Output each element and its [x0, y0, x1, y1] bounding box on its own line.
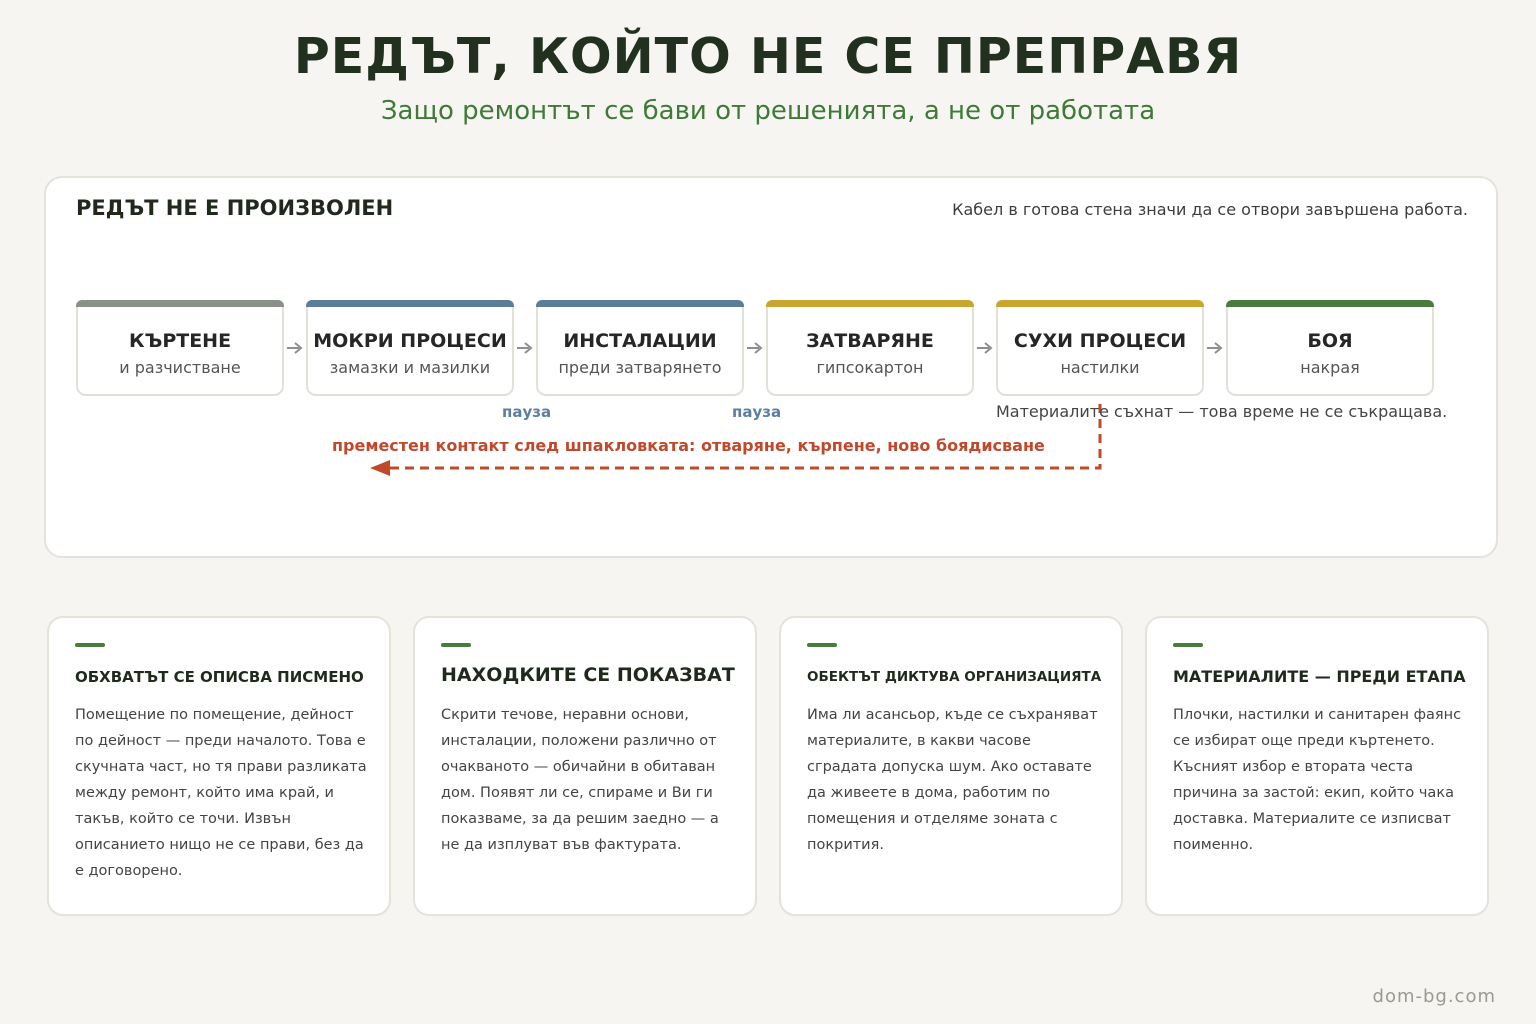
card-site-organization [779, 616, 1123, 916]
stage-wet-processes [306, 300, 514, 396]
card-accent [1173, 643, 1203, 647]
stage-paint [1226, 300, 1434, 396]
stage-name: БОЯ [1307, 330, 1353, 352]
stage-name: КЪРТЕНЕ [128, 330, 232, 352]
stage-color-bar [536, 300, 744, 307]
pause-label: пауза [732, 403, 782, 421]
card-accent [807, 643, 837, 647]
stage-color-bar [76, 300, 284, 307]
stage-demolition [76, 300, 284, 396]
site-url: dom-bg.com [1372, 986, 1496, 1007]
page-title: РЕДЪТ, КОЙТО НЕ СЕ ПРЕПРАВЯ [293, 28, 1243, 85]
flow-arrow-icon [745, 338, 765, 358]
stage-color-bar [1226, 300, 1434, 307]
panel-title: РЕДЪТ НЕ Е ПРОИЗВОЛЕН [76, 196, 394, 220]
card-materials [1145, 616, 1489, 916]
card-scope [47, 616, 391, 916]
materials-drying-note: Материалите съхнат — това време не се съкращава. [996, 402, 1448, 421]
card-accent [441, 643, 471, 647]
panel-note: Кабел в готова стена значи да се отвори завършена работа. [952, 200, 1468, 219]
stage-color-bar [996, 300, 1204, 307]
card-body: Помещение по помещение, дейност по дейност — преди началото. Това е скучната част, но тя прави разликата между ремонт, който има край, и такъв, който се точи. Извън описанието нищо не се прави, без да е договорено. [75, 707, 367, 879]
card-accent [75, 643, 105, 647]
stage-name: ИНСТАЛАЦИИ [563, 330, 717, 352]
card-title: МАТЕРИАЛИТЕ — ПРЕДИ ЕТАПА [1173, 667, 1466, 686]
rework-label: преместен контакт след шпакловката: отваряне, кърпене, ново боядисване [332, 436, 1045, 455]
stage-installations [536, 300, 744, 396]
stage-subtitle: накрая [1300, 358, 1360, 377]
stage-name: МОКРИ ПРОЦЕСИ [313, 330, 507, 352]
stage-subtitle: гипсокартон [816, 358, 924, 377]
stage-subtitle: замазки и мазилки [329, 358, 491, 377]
stage-subtitle: настилки [1060, 358, 1140, 377]
card-body: Има ли асансьор, къде се съхраняват материалите, в какви часове сградата допуска шум. Ако оставате да живеете в дома, работим по помещения и отделяме зоната с покрития. [807, 707, 1098, 853]
flow-arrow-icon [1205, 338, 1225, 358]
card-title: НАХОДКИТЕ СЕ ПОКАЗВАТ [441, 664, 735, 686]
stage-name: СУХИ ПРОЦЕСИ [1013, 330, 1187, 352]
stage-dry-processes [996, 300, 1204, 396]
stage-color-bar [766, 300, 974, 307]
flow-arrow-icon [515, 338, 535, 358]
stage-color-bar [306, 300, 514, 307]
card-body: Скрити течове, неравни основи, инсталации, положени различно от очакваното — обичайни в обитаван дом. Появят ли се, спираме и Ви ги показваме, за да решим заедно — а не да изплуват във фактурата. [441, 707, 719, 853]
stage-closing [766, 300, 974, 396]
stage-subtitle: и разчистване [119, 358, 241, 377]
stage-subtitle: преди затварянето [558, 358, 722, 377]
pause-label: пауза [502, 403, 552, 421]
flow-arrow-icon [975, 338, 995, 358]
card-title: ОБХВАТЪТ СЕ ОПИСВА ПИСМЕНО [75, 668, 364, 686]
card-title: ОБЕКТЪТ ДИКТУВА ОРГАНИЗАЦИЯТА [807, 669, 1102, 685]
stage-name: ЗАТВАРЯНЕ [806, 330, 934, 352]
card-body: Плочки, настилки и санитарен фаянс се избират още преди къртенето. Късният избор е втората честа причина за застой: екип, който чака доставка. Материалите се изписват поименно. [1173, 707, 1462, 853]
page-subtitle: Защо ремонтът се бави от решенията, а не от работата [380, 96, 1156, 126]
flow-arrow-icon [285, 338, 305, 358]
card-findings [413, 616, 757, 916]
